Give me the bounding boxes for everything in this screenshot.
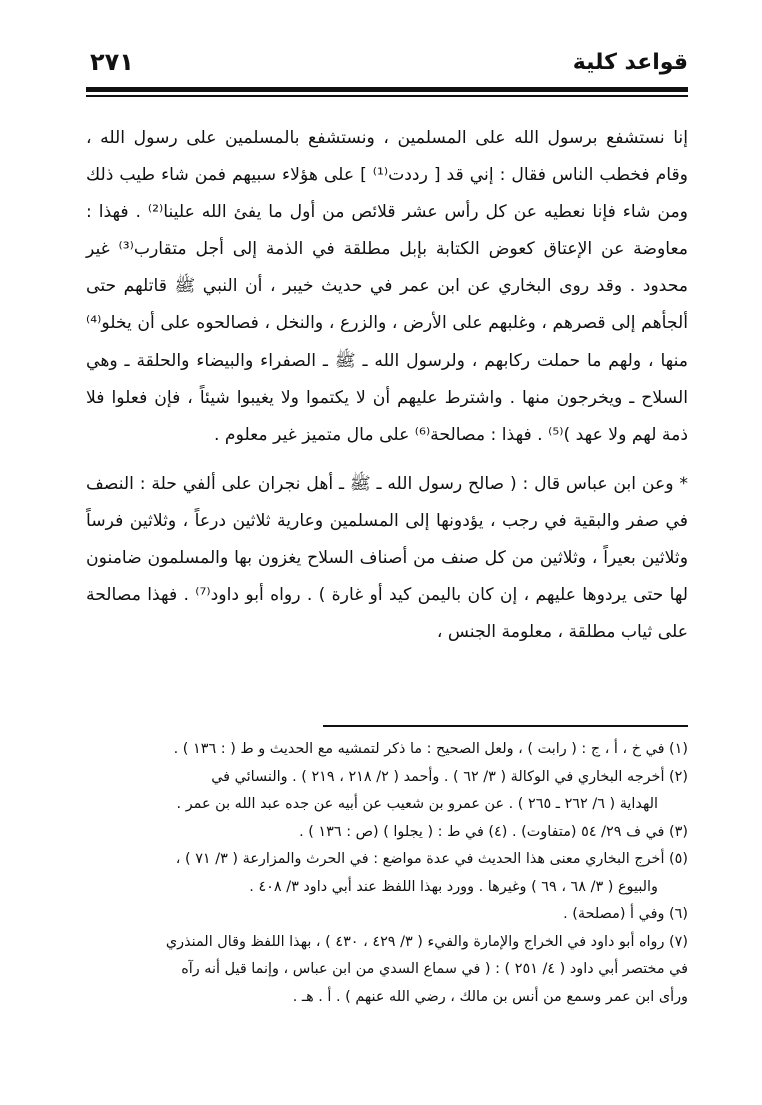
paragraph xyxy=(86,120,688,454)
main-text xyxy=(86,120,688,651)
text-line: علينا⁽²⁾ . فهذا : معاوضة عن الإعتاق كعوض الكتابة بإبل مطلقة في الذمة إلى xyxy=(86,202,688,260)
text-line: أن النبي ﷺ قاتلهم حتى ألجأهم إلى قصرهم ، وغلبهم على الأرض ، والزرع ، xyxy=(86,276,688,334)
footnotes xyxy=(86,736,688,1011)
page-number: ٢٧١ xyxy=(90,48,134,76)
footnote: (٢) أخرجه البخاري في الوكالة ( ٣/ ٦٢ ) . وأحمد ( ٢/ ٢١٨ ، ٢١٩ ) . والنسائي في xyxy=(211,768,688,785)
text-line: * وعن ابن عباس قال : ( صالح رسول الله ـ ﷺ ـ أهل نجران على ألفي xyxy=(182,473,688,494)
footnote-continuation: الهداية ( ٦/ ٢٦٢ ـ ٢٦٥ ) . عن عمرو بن شعيب عن أبيه عن جده عبد الله بن عمر . xyxy=(176,796,658,812)
footnote: (٣) في ف ٢٩/ ٥٤ (متفاوت) . (٤) في ط : ( يجلوا ) (ص : ١٣٦ ) . xyxy=(299,823,688,840)
text-line: درعاً ، وثلاثين فرساً وثلاثين بعيراً ، وثلاثين من كل صنف من أصناف السلاح xyxy=(86,510,689,569)
paragraph xyxy=(86,466,688,651)
text-line: طيب ذلك ومن شاء فإنا نعطيه عن كل رأس عشر قلائص من أول ما يفئ الله xyxy=(86,165,688,223)
footnote: (٦) وفي أ (مصلحة) . xyxy=(563,906,688,922)
text-line: يغزون بها والمسلمون ضامنون لها حتى يردوها عليهم ، إن كان باليمن كيد أو xyxy=(86,548,689,606)
footnote-continuation: ورأى ابن عمر وسمع من أنس بن مالك ، رضي الله عنهم ) . أ . هـ . xyxy=(292,988,688,1005)
footnote: (١) في خ ، أ ، ج : ( رابت ) ، ولعل الصحيح : ما ذكر لتمشيه مع الحديث و ط ( : ١٣٦ ) . xyxy=(173,741,688,757)
text-line: الله ـ ﷺ ـ الصفراء والبيضاء والحلقة ـ وهي السلاح ـ ويخرجون منها . واشترط xyxy=(86,350,688,408)
footnote-separator xyxy=(323,725,688,727)
footnote: (٧) رواه أبو داود في الخراج والإمارة والفيء ( ٣/ ٤٢٩ ، ٤٣٠ ) ، بهذا اللفظ وقال المنذري xyxy=(165,933,688,950)
footnote: (٥) أخرج البخاري معنى هذا الحديث في عدة مواضع : في الحرث والمزارعة ( ٣/ ٧١ ) ، xyxy=(175,851,688,867)
running-title: قواعد كلية xyxy=(572,50,688,75)
page-header xyxy=(86,46,688,82)
footnote-continuation: في مختصر أبي داود ( ٤/ ٢٥١ ) : ( في سماع السدي من ابن عباس ، وإنما قيل أنه رآه xyxy=(181,961,688,977)
text-line: حلة : النصف في صفر والبقية في رجب ، يؤدونها إلى المسلمين وعارية ثلاثين xyxy=(86,473,688,531)
text-line: مصالحة⁽⁶⁾ على مال متميز غير معلوم . xyxy=(214,424,486,445)
text-line: غارة ) . رواه أبو داود⁽⁷⁾ . فهذا مصالحة على ثياب مطلقة ، معلومة الجنس ، xyxy=(86,585,688,643)
text-line: وقام فخطب الناس فقال : إني قد [ رددت⁽¹⁾ ] على هؤلاء سبيهم فمن شاء xyxy=(161,165,688,186)
text-line: عليهم أن لا يكتموا ولا يغيبوا شيئاً ، فإن فعلوا فلا ذمة لهم ولا عهد )⁽⁵⁾ . فهذا : xyxy=(86,387,688,445)
header-rule-thick xyxy=(86,87,688,92)
header-rule-thin xyxy=(86,95,688,97)
text-line: أجل متقارب⁽³⁾ غير محدود . وقد روى البخاري عن ابن عمر في حديث خيبر ، xyxy=(86,239,689,297)
text-line: إنا نستشفع برسول الله على المسلمين ، ونستشفع بالمسلمين على رسول الله ، xyxy=(86,128,688,148)
footnote-continuation: والبيوع ( ٣/ ٦٨ ، ٦٩ ) وغيرها . وورد بهذا اللفظ عند أبي داود ٣/ ٤٠٨ . xyxy=(249,878,658,895)
text-line: والنخل ، فصالحوه على أن يخلو⁽⁴⁾ منها ، ولهم ما حملت ركابهم ، ولرسول xyxy=(86,313,688,371)
